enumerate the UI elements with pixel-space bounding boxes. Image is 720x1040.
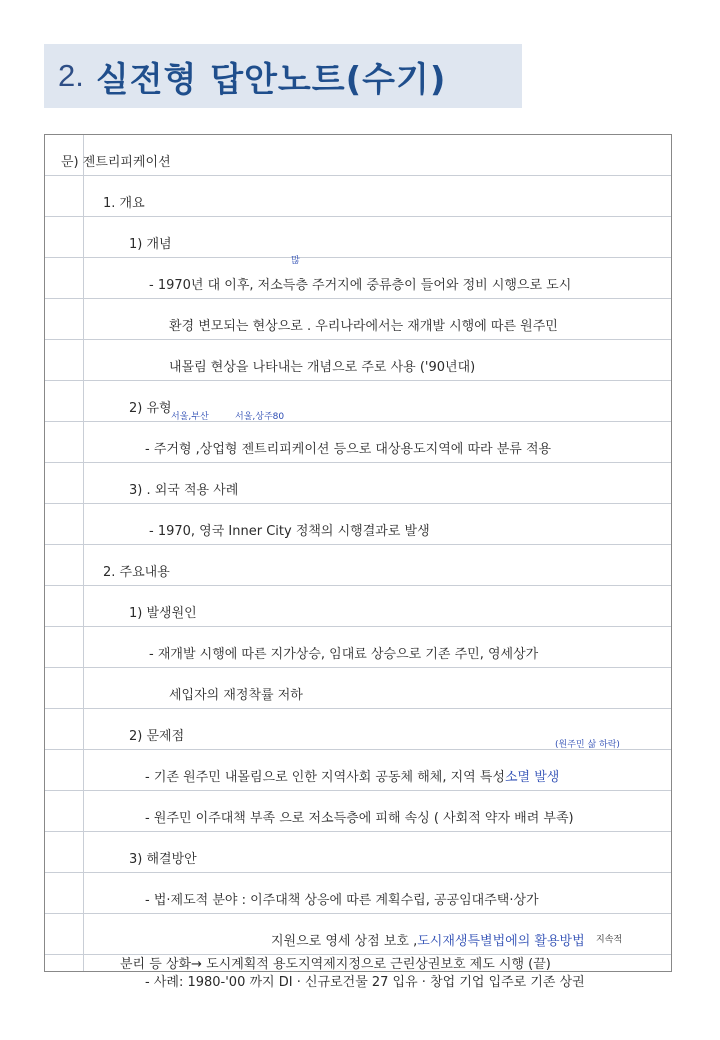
note-text: - 기존 원주민 내몰림으로 인한 지역사회 공동체 해체, 지역 특성 <box>145 770 505 785</box>
subsection-heading: 1) 개념 <box>129 237 172 252</box>
note-line: - 1970, 영국 Inner City 정책의 시행결과로 발생 <box>149 524 430 539</box>
subsection-heading: 3) 해결방안 <box>129 852 197 867</box>
note-line: - 법·제도적 분야 : 이주대책 상응에 따른 계획수립, 공공임대주택·상가 <box>145 893 539 908</box>
subsection-heading: 1) 발생원인 <box>129 606 197 621</box>
page-title: 실전형 답안노트(수기) <box>95 59 447 100</box>
subsection-heading: 2) 유형 <box>129 401 172 416</box>
note-line: - 1970년 대 이후, 저소득층 주거지에 중류층이 들어와 정비 시행으로 도시 <box>149 278 572 293</box>
margin-line <box>83 135 84 971</box>
note-line: 분리 등 상화→ 도시계획적 용도지역제지정으로 근린상권보호 제도 시행 (끝) <box>120 957 551 972</box>
note-line: - 주거형 ,상업형 젠트리피케이션 등으로 대상용도지역에 따라 분류 적용 <box>145 442 552 457</box>
blue-emphasis: 소멸 발생 <box>504 770 560 785</box>
subsection-heading: 3) . 외국 적용 사례 <box>129 483 239 498</box>
question-line: 문) 젠트리피케이션 <box>61 155 171 170</box>
page-title-box <box>44 44 522 108</box>
subsection-heading: 2) 문제점 <box>129 729 185 744</box>
note-text: 지원으로 영세 상점 보호 , <box>271 934 418 949</box>
blue-emphasis: 도시재생특별법에의 활용방법 <box>417 934 585 949</box>
note-line: - 재개발 시행에 따른 지가상승, 임대료 상승으로 기존 주민, 영세상가 <box>149 647 539 662</box>
lined-note-sheet <box>44 134 672 990</box>
note-line: 내몰림 현상을 나타내는 개념으로 주로 사용 ('90년대) <box>169 360 476 375</box>
section-heading: 2. 주요내용 <box>103 565 170 580</box>
section-heading: 1. 개요 <box>103 196 145 211</box>
inline-insertion: 많 <box>291 256 300 266</box>
blue-annotation: 서울,부산 <box>171 412 209 422</box>
note-line: - 원주민 이주대책 부족 으로 저소득층에 피해 속싱 ( 사회적 약자 배려 부족) <box>145 811 574 826</box>
note-line: - 사례: 1980-'00 까지 DI · 신규로건물 27 입유 · 창업 기업 입주로 기존 상권 <box>145 975 585 990</box>
note-line <box>145 750 559 791</box>
note-line: 환경 변모되는 현상으로 . 우리나라에서는 재개발 시행에 따른 원주민 <box>169 319 558 334</box>
blue-annotation: 서울,상주80 <box>235 412 285 422</box>
inline-insertion: 지속적 <box>596 935 623 945</box>
title-number: 2. <box>58 58 84 93</box>
blue-annotation: (원주민 삶 하락) <box>555 740 620 750</box>
note-line: 세입자의 재정착률 저하 <box>169 688 303 703</box>
